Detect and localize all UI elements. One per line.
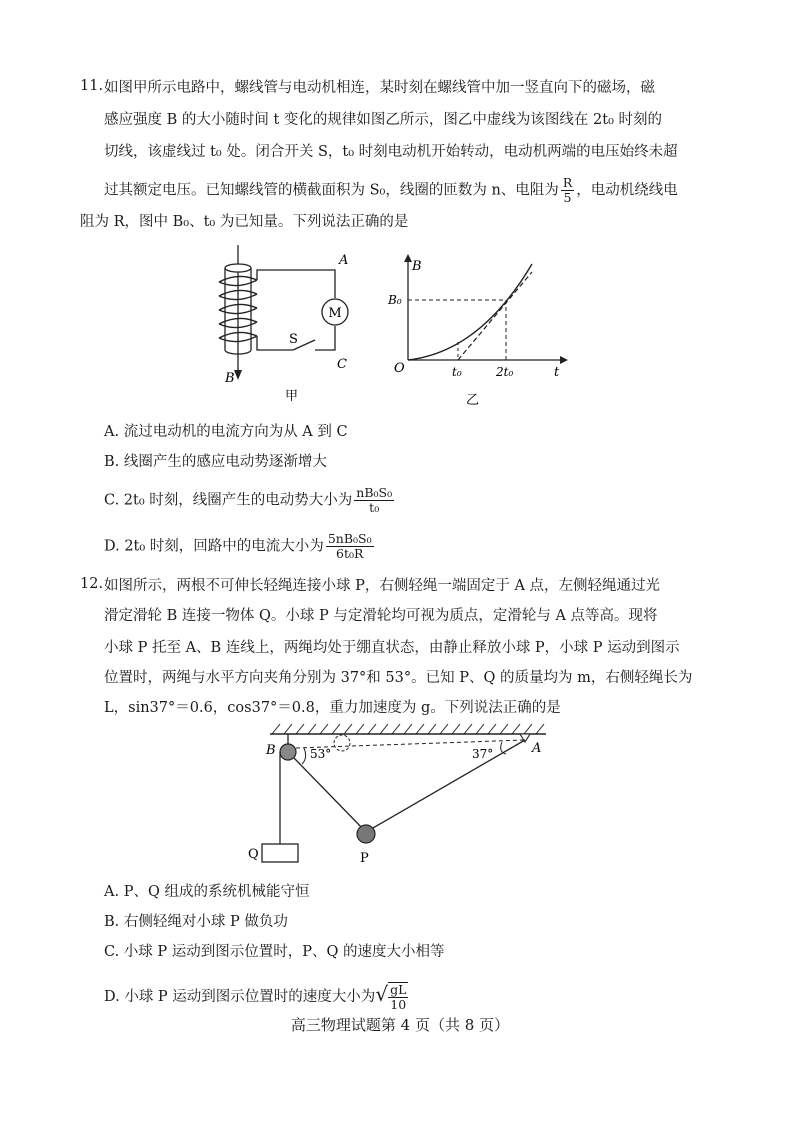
tangent-line bbox=[458, 272, 532, 360]
q12-option-C[interactable]: C. 小球 P 运动到图示位置时，P、Q 的速度大小相等 bbox=[104, 944, 445, 960]
block-Q bbox=[262, 844, 298, 862]
tick-B0: B₀ bbox=[388, 293, 402, 307]
q11-line-4-text: 过其额定电压。已知螺线管的横截面积为 S₀，线圈的匝数为 n、电阻为 bbox=[104, 182, 559, 199]
q11-option-A[interactable]: A. 流过电动机的电流方向为从 A 到 C bbox=[104, 424, 348, 440]
origin-label: O bbox=[394, 361, 405, 376]
q12-line-1: 如图所示，两根不可伸长轻绳连接小球 P，右侧轻绳一端固定于 A 点，左侧轻绳通过光 bbox=[104, 578, 661, 594]
label-A: A bbox=[532, 741, 542, 756]
q11-line-1: 如图甲所示电路中，螺线管与电动机相连，某时刻在螺线管中加一竖直向下的磁场，磁 bbox=[104, 80, 655, 96]
axis-y-label: B bbox=[412, 259, 422, 274]
tick-t0: t₀ bbox=[452, 365, 462, 379]
q11-option-D[interactable] bbox=[104, 532, 376, 561]
q12-option-B[interactable]: B. 右侧轻绳对小球 P 做负功 bbox=[104, 914, 288, 930]
q11-option-B[interactable]: B. 线圈产生的感应电动势逐渐增大 bbox=[104, 454, 327, 470]
tick-2t0: 2t₀ bbox=[496, 365, 514, 379]
page-footer: 高三物理试题第 4 页（共 8 页） bbox=[290, 1016, 510, 1034]
switch-label: S bbox=[289, 332, 298, 347]
q12-line-3: 小球 P 托至 A、B 连线上，两绳均处于绷直状态，由静止释放小球 P，小球 P 运动到图示 bbox=[104, 640, 680, 656]
axis-x-label: t bbox=[554, 365, 560, 380]
option-text: C. 2t₀ 时刻，线圈产生的电动势大小为 bbox=[104, 492, 353, 509]
label-B: B bbox=[266, 743, 276, 758]
q12-line-2: 滑定滑轮 B 连接一物体 Q。小球 P 与定滑轮均可视为质点，定滑轮与 A 点等高。现将 bbox=[104, 608, 658, 624]
q11-line-4-tail: ，电动机绕线电 bbox=[576, 182, 678, 199]
sqrt-expression: √ $\frac{gL}{10}$ bbox=[375, 982, 407, 1012]
q11-line-3: 切线，该虚线过 t₀ 处。闭合开关 S，t₀ 时刻电动机开始转动，电动机两端的电压始终未超 bbox=[104, 144, 678, 160]
option-fraction: $\frac{\text{nB₀S₀}}{\text{t₀}}$ bbox=[356, 485, 393, 515]
ball-P bbox=[357, 825, 375, 843]
label-Q: Q bbox=[248, 847, 259, 862]
angle-37: 37° bbox=[472, 747, 494, 761]
label-A: A bbox=[339, 253, 349, 268]
q11-line-5: 阻为 R，图中 B₀、t₀ 为已知量。下列说法正确的是 bbox=[80, 214, 409, 230]
field-label: B bbox=[225, 371, 235, 386]
option-text: D. 小球 P 运动到图示位置时的速度大小为 bbox=[104, 989, 376, 1005]
angle-53: 53° bbox=[310, 747, 332, 761]
q12-line-5: L，sin37°＝0.6，cos37°＝0.8，重力加速度为 g。下列说法正确的是 bbox=[104, 700, 561, 716]
q11-option-C[interactable] bbox=[104, 486, 396, 515]
figure-jia-circuit bbox=[205, 240, 375, 410]
figure-caption: 甲 bbox=[285, 389, 299, 404]
resistance-fraction: $\frac{R}{5}$ bbox=[562, 175, 573, 205]
option-text: D. 2t₀ 时刻，回路中的电流大小为 bbox=[104, 538, 324, 555]
q12-option-A[interactable]: A. P、Q 组成的系统机械能守恒 bbox=[104, 884, 310, 900]
q11-line-2: 感应强度 B 的大小随时间 t 变化的规律如图乙所示，图乙中虚线为该图线在 2t₀ 时刻的 bbox=[104, 112, 662, 128]
pulley-B bbox=[280, 744, 296, 760]
label-P: P bbox=[360, 851, 369, 866]
figure-yi-graph bbox=[390, 252, 580, 410]
figure-pulley bbox=[240, 718, 570, 868]
q12-option-D[interactable] bbox=[104, 982, 410, 1012]
question-number: 12. bbox=[80, 576, 104, 592]
q11-line-4 bbox=[104, 176, 678, 205]
q12-line-4: 位置时，两绳与水平方向夹角分别为 37°和 53°。已知 P、Q 的质量均为 m，右侧轻绳长为 bbox=[104, 670, 693, 686]
question-number: 11. bbox=[80, 78, 104, 94]
label-C: C bbox=[337, 357, 347, 372]
option-fraction: $\frac{\text{5nB₀S₀}}{\text{6t₀R}}$ bbox=[327, 531, 372, 561]
motor-label: M bbox=[328, 306, 342, 321]
figure-caption: 乙 bbox=[466, 393, 480, 408]
